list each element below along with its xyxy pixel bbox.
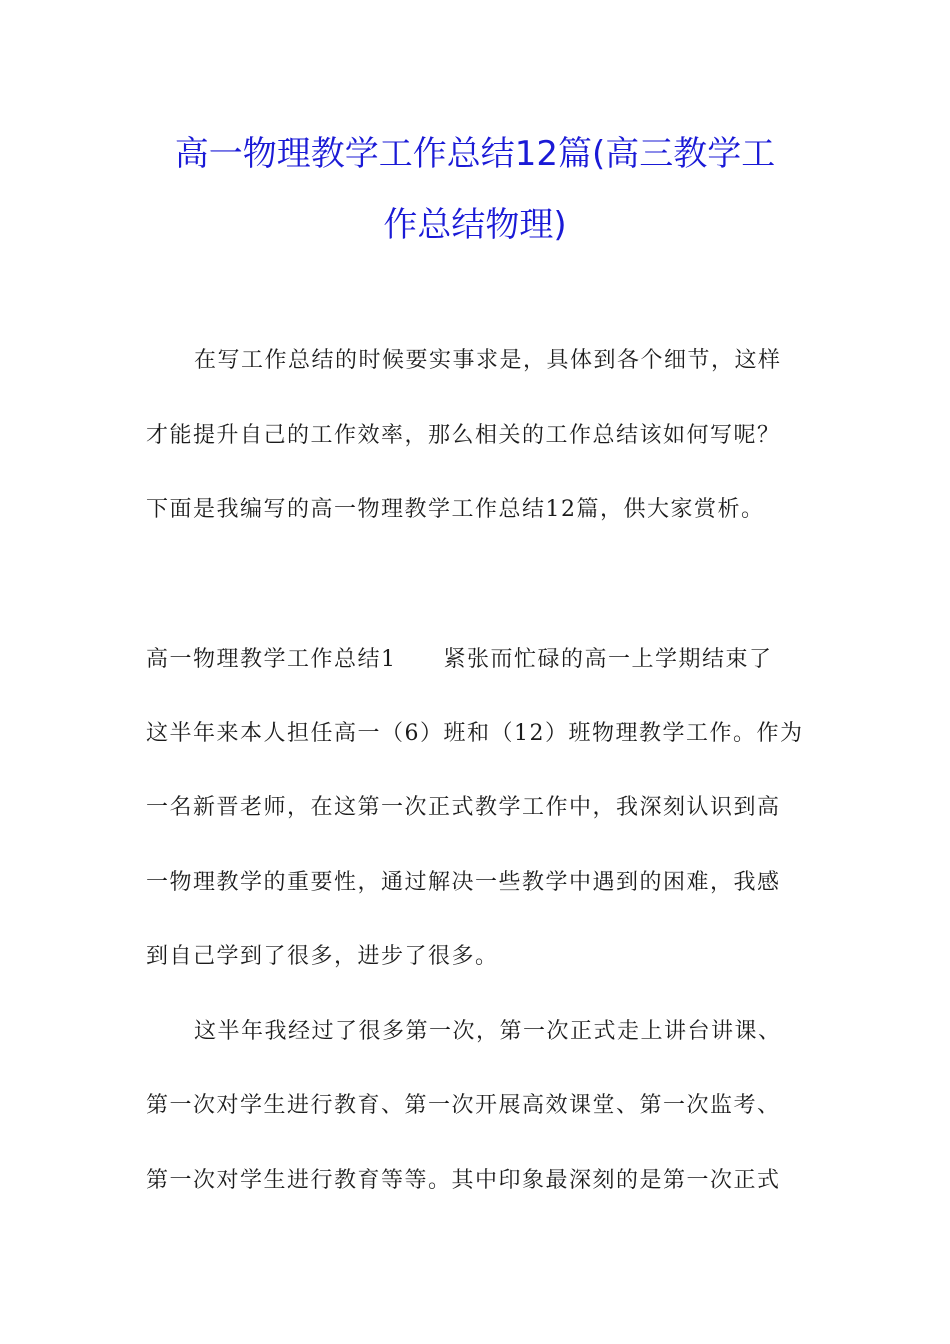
- intro-line-1: 在写工作总结的时候要实事求是，具体到各个细节，这样: [194, 348, 782, 373]
- section1-line-4: 一物理教学的重要性，通过解决一些教学中遇到的困难，我感: [146, 870, 781, 895]
- document-title-line-2: 作总结物理): [383, 205, 567, 245]
- section1-line-1: 高一物理教学工作总结1 紧张而忙碌的高一上学期结束了: [146, 647, 773, 672]
- section2-line-3: 第一次对学生进行教育等等。其中印象最深刻的是第一次正式: [146, 1168, 781, 1193]
- section1-line-3: 一名新晋老师，在这第一次正式教学工作中，我深刻认识到高: [146, 795, 781, 820]
- section2-line-2: 第一次对学生进行教育、第一次开展高效课堂、第一次监考、: [146, 1093, 781, 1118]
- section1-line-2: 这半年来本人担任高一（6）班和（12）班物理教学工作。作为: [146, 721, 804, 746]
- intro-line-2: 才能提升自己的工作效率，那么相关的工作总结该如何写呢？: [146, 423, 781, 448]
- document-title-line-1: 高一物理教学工作总结12篇(高三教学工: [174, 134, 776, 174]
- section2-line-1: 这半年我经过了很多第一次，第一次正式走上讲台讲课、: [194, 1019, 782, 1044]
- section1-line-5: 到自己学到了很多，进步了很多。: [146, 944, 499, 969]
- intro-line-3: 下面是我编写的高一物理教学工作总结12篇，供大家赏析。: [146, 497, 765, 522]
